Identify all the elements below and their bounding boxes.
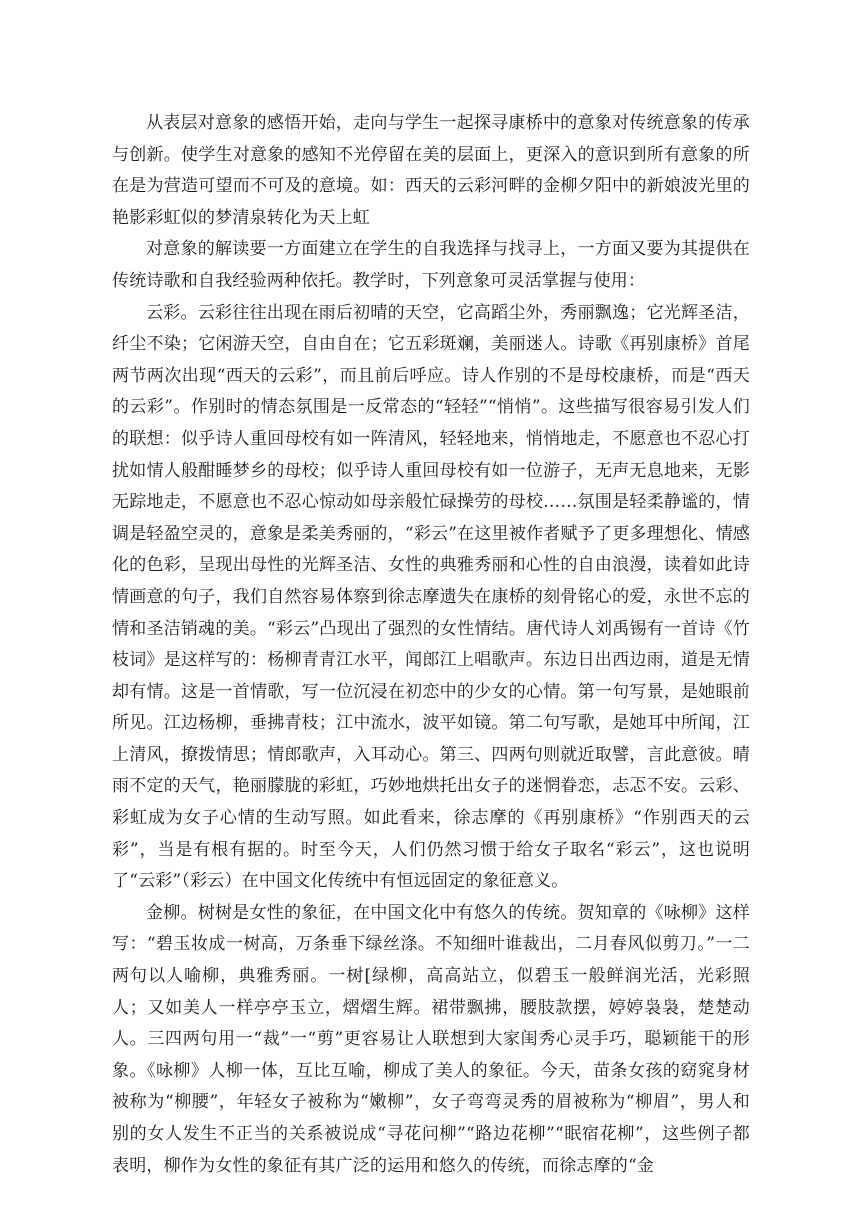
paragraph-golden-willow: 金柳。树树是女性的象征，在中国文化中有悠久的传统。贺知章的《咏柳》这样写：“碧玉妆成一树高，万条垂下绿丝涤。不知细叶谁裁出，二月春风似剪刀。”一二两句以人喻柳，典雅秀丽。一树[绿柳，高高站立，似碧玉一般鲜润光活，光彩照人；又如美人一样亭亭玉立，熠熠生辉。裙带飘拂，腰肢款摆，婷婷袅袅，楚楚动人。三四两句用一“裁”一“剪”更容易让人联想到大家闺秀心灵手巧，聪颖能干的形象。《咏柳》人柳一体，互比互喻，柳成了美人的象征。今天，苗条女孩的窈窕身材被称为“柳腰”，年轻女子被称为“嫩柳”，女子弯弯灵秀的眉被称为“柳眉”，男人和别的女人发生不正当的关系被说成“寻花问柳”“路边花柳”“眠宿花柳”，这些例子都表明，柳作为女性的象征有其广泛的运用和悠久的传统，而徐志摩的“金	[112, 902, 750, 1176]
paragraph-intro: 从表层对意象的感悟开始，走向与学生一起探寻康桥中的意象对传统意象的传承与创新。使学生对意象的感知不光停留在美的层面上，更深入的意识到所有意象的所在是为营造可望而不可及的意境。如：西天的云彩河畔的金柳夕阳中的新娘波光里的艳影彩虹似的梦清泉转化为天上虹	[112, 113, 750, 228]
paragraph-interpretation: 对意象的解读要一方面建立在学生的自我选择与找寻上，一方面又要为其提供在传统诗歌和自我经验两种依托。教学时，下列意象可灵活掌握与使用：	[112, 239, 750, 291]
document-page	[112, 108, 750, 1182]
paragraph-clouds: 云彩。云彩往往出现在雨后初晴的天空，它高蹈尘外，秀丽飘逸；它光辉圣洁，纤尘不染；它闲游天空，自由自在；它五彩斑斓，美丽迷人。诗歌《再别康桥》首尾两节两次出现“西天的云彩”，而且前后呼应。诗人作别的不是母校康桥，而是“西天的云彩”。作别时的情态氛围是一反常态的“轻轻”“悄悄”。这些描写很容易引发人们的联想：似乎诗人重回母校有如一阵清风，轻轻地来，悄悄地走，不愿意也不忍心打扰如情人般酣睡梦乡的母校；似乎诗人重回母校有如一位游子，无声无息地来，无影无踪地走，不愿意也不忍心惊动如母亲般忙碌操劳的母校……氛围是轻柔静谧的，情调是轻盈空灵的，意象是柔美秀丽的，“彩云”在这里被作者赋予了更多理想化、情感化的色彩，呈现出母性的光辉圣洁、女性的典雅秀丽和心性的自由浪漫，读着如此诗情画意的句子，我们自然容易体察到徐志摩遗失在康桥的刻骨铭心的爱，永世不忘的情和圣洁销魂的美。“彩云”凸现出了强烈的女性情结。唐代诗人刘禹锡有一首诗《竹枝词》是这样写的：杨柳青青江水平，闻郎江上唱歌声。东边日出西边雨，道是无情却有情。这是一首情歌，写一位沉浸在初恋中的少女的心情。第一句写景，是她眼前所见。江边杨柳，垂拂青枝；江中流水，波平如镜。第二句写歌，是她耳中所闻，江上清风，撩拨情思；情郎歌声，入耳动心。第三、四两句则就近取譬，言此意彼。晴雨不定的天气，艳丽朦胧的彩虹，巧妙地烘托出女子的迷惘眷恋，忐忑不安。云彩、彩虹成为女子心情的生动写照。如此看来，徐志摩的《再别康桥》“作别西天的云彩”，当是有根有据的。时至今天，人们仍然习惯于给女子取名“彩云”，这也说明了“云彩”（彩云）在中国文化传统中有恒远固定的象征意义。	[112, 302, 750, 892]
